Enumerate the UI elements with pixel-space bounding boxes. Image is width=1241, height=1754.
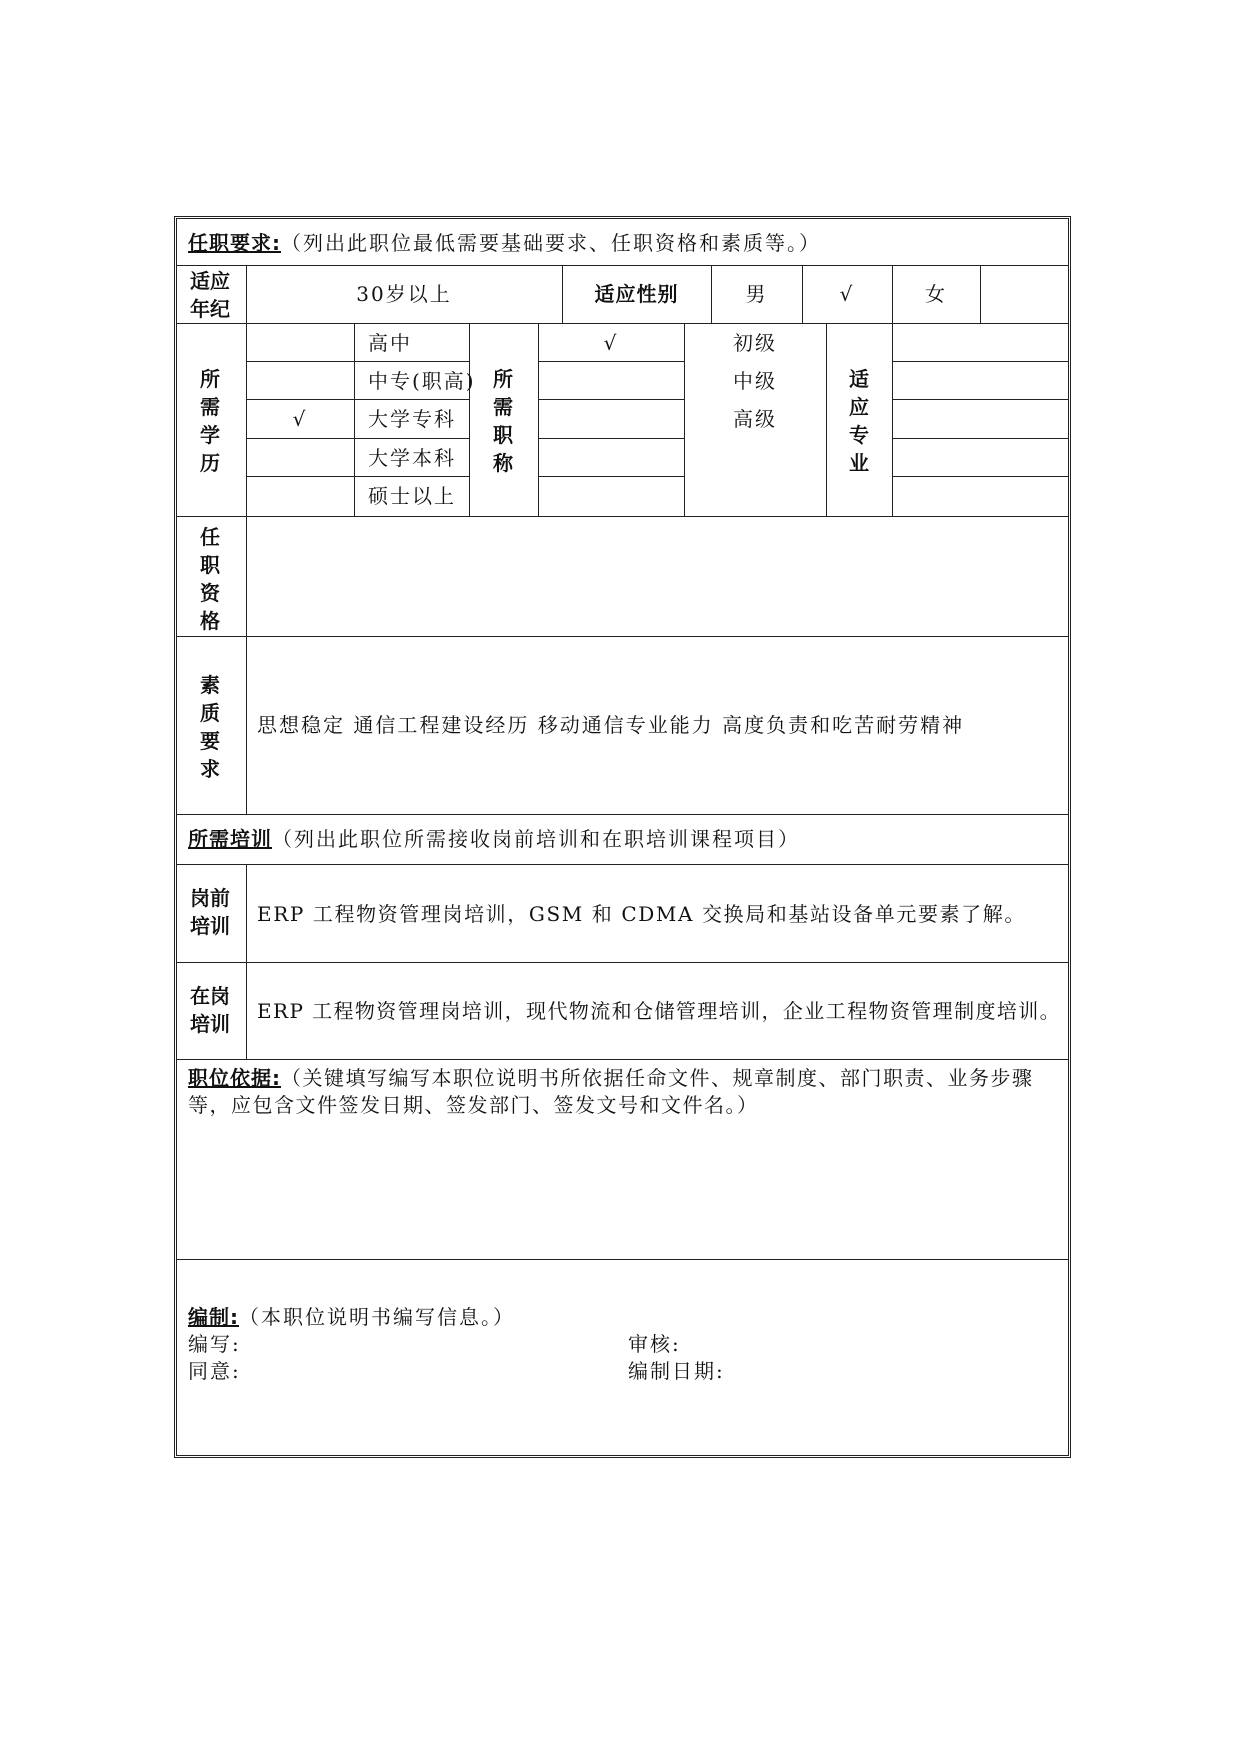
title-option-1: 中级 xyxy=(733,369,777,393)
compile-row xyxy=(188,1306,515,1328)
title-label: 所 需 职 称 xyxy=(493,367,513,475)
requirements-heading: 任职要求: xyxy=(188,231,281,255)
compile-note: （本职位说明书编写信息。） xyxy=(239,1305,515,1329)
pre-training-label: 岗前 培训 xyxy=(190,886,230,938)
title-option-2: 高级 xyxy=(733,407,777,431)
requirements-note: （列出此职位最低需要基础要求、任职资格和素质等。） xyxy=(281,231,821,255)
major-label: 适 应 专 业 xyxy=(849,367,869,475)
education-option-2: 大学专科 xyxy=(368,407,456,431)
compile-heading: 编制: xyxy=(188,1305,239,1329)
basis-heading: 职位依据: xyxy=(188,1066,281,1090)
quality-label: 素 质 要 求 xyxy=(200,673,220,781)
pre-training-value: ERP 工程物资管理岗培训，GSM 和 CDMA 交换局和基站设备单元要素了解。 xyxy=(257,902,1026,926)
requirements-row xyxy=(188,232,821,254)
training-row xyxy=(188,828,800,850)
on-training-value: ERP 工程物资管理岗培训，现代物流和仓储管理培训，企业工程物资管理制度培训。 xyxy=(257,999,1062,1023)
gender-female: 女 xyxy=(925,282,947,306)
basis-note-line1: （关键填写编写本职位说明书所依据任命文件、规章制度、部门职责、业务步骤 xyxy=(281,1066,1034,1090)
education-option-1: 中专(职高) xyxy=(368,369,476,393)
age-value: 30岁以上 xyxy=(356,282,452,306)
gender-male: 男 xyxy=(745,282,768,306)
qualification-label: 任 职 资 格 xyxy=(200,525,220,633)
training-note: （列出此职位所需接收岗前培训和在职培训课程项目） xyxy=(272,827,800,851)
quality-value: 思想稳定 通信工程建设经历 移动通信专业能力 高度负责和吃苦耐劳精神 xyxy=(257,713,965,737)
education-option-4: 硕士以上 xyxy=(368,484,456,508)
basis-row xyxy=(188,1067,1034,1089)
title-option-0: 初级 xyxy=(733,331,777,355)
education-mark-2: √ xyxy=(292,407,308,431)
gender-label: 适应性别 xyxy=(594,282,679,306)
education-label: 所 需 学 历 xyxy=(200,367,220,475)
compile-reviewer: 审核: xyxy=(628,1332,681,1356)
training-heading: 所需培训 xyxy=(188,827,272,851)
compile-writer: 编写: xyxy=(188,1332,241,1356)
compile-approver: 同意: xyxy=(188,1359,241,1383)
job-description-form xyxy=(174,216,1071,1458)
age-label-line2: 年纪 xyxy=(190,297,230,321)
education-option-0: 高中 xyxy=(368,331,412,355)
age-label xyxy=(180,267,240,323)
on-training-label: 在岗 培训 xyxy=(190,984,230,1036)
compile-date: 编制日期: xyxy=(628,1359,725,1383)
education-option-3: 大学本科 xyxy=(368,446,456,470)
basis-note-line2: 等，应包含文件签发日期、签发部门、签发文号和文件名。） xyxy=(188,1093,759,1117)
age-label-line1: 适应 xyxy=(190,269,230,293)
gender-male-mark: √ xyxy=(839,282,855,306)
title-mark-0: √ xyxy=(603,331,619,355)
